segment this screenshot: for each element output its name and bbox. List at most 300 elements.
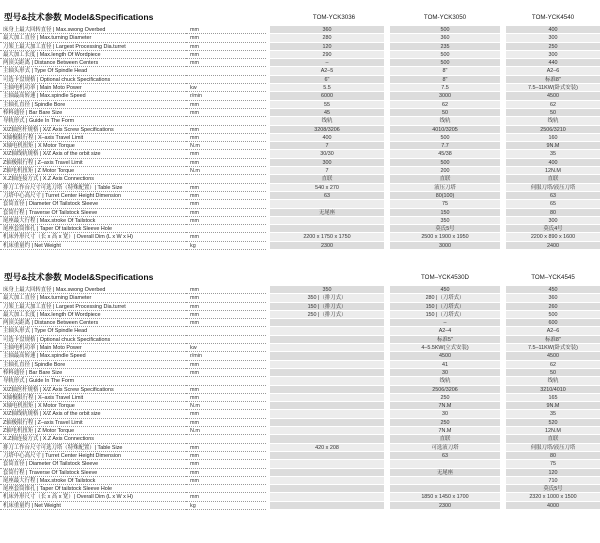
spec-unit: mm: [186, 452, 266, 460]
section-title: 型号&技术参数 Model&Specifications: [4, 272, 154, 282]
spec-row: [0, 167, 600, 175]
spec-value: [270, 485, 384, 493]
spec-unit: mm: [186, 460, 266, 468]
spec-value: 150 |（刀塔式）: [390, 303, 500, 311]
spec-value: 9N.M: [506, 142, 600, 150]
spec-unit: kg: [186, 502, 266, 510]
spec-row: [0, 159, 600, 167]
spec-value: 600: [506, 319, 600, 327]
spec-value: 莫氏5号: [506, 485, 600, 493]
spec-unit: mm: [186, 51, 266, 59]
spec-unit: mm: [186, 444, 266, 452]
spec-value: 线轨: [270, 117, 384, 125]
spec-value: 300: [506, 217, 600, 225]
spec-value: 150: [390, 209, 500, 217]
spec-unit: mm: [186, 311, 266, 319]
spec-row: [0, 192, 600, 200]
spec-value: 420 x 208: [270, 444, 384, 452]
spec-value: 260: [506, 303, 600, 311]
model-name: TOM–YCK4545: [531, 274, 575, 281]
spec-unit: mm: [186, 43, 266, 51]
spec-value: 350: [390, 217, 500, 225]
model-name: TOM-YCK3036: [312, 14, 356, 21]
spec-value: 80(100): [390, 192, 500, 200]
spec-value: 500: [390, 51, 500, 59]
spec-value: 120: [506, 469, 600, 477]
spec-row: [0, 394, 600, 402]
spec-row: [0, 327, 600, 335]
spec-value: 250 |（排刀式）: [270, 311, 384, 319]
spec-row: [0, 469, 600, 477]
spec-unit: mm: [186, 150, 266, 158]
spec-label: 刀架上最大加工直径 | Largest Processing Dia.turret: [0, 43, 186, 51]
spec-value: [270, 394, 384, 402]
spec-label: Z轴电机扭矩 | Z Motor Torque: [0, 167, 186, 175]
spec-row: [0, 150, 600, 158]
spec-unit: mm: [186, 101, 266, 109]
spec-label: 刀架上最大加工直径 | Largest Processing Dia.turret: [0, 303, 186, 311]
spec-value: [270, 377, 384, 385]
spec-unit: mm: [186, 369, 266, 377]
spec-value: 50: [390, 109, 500, 117]
spec-label: 床身上最大回转直径 | Max.swong Overbed: [0, 286, 186, 294]
spec-row: [0, 43, 600, 51]
spec-unit: mm: [186, 134, 266, 142]
spec-label: 最大加工直径 | Max.turning Diameter: [0, 294, 186, 302]
spec-unit: mm: [186, 34, 266, 42]
spec-label: 套筒直径 | Diameter Of Tailstock Sleeve: [0, 200, 186, 208]
spec-label: 主轴最高转速 | Max.spindle Speed: [0, 92, 186, 100]
spec-value: 4500: [506, 352, 600, 360]
spec-table-header: [0, 270, 600, 286]
spec-value: 7N.M: [390, 402, 500, 410]
spec-value: [270, 493, 384, 501]
spec-row: [0, 59, 600, 67]
spec-value: 50: [506, 109, 600, 117]
spec-row: [0, 319, 600, 327]
spec-value: 线轨: [390, 377, 500, 385]
spec-unit: N.m: [186, 142, 266, 150]
spec-unit: mm: [186, 469, 266, 477]
spec-label: 尾座套筒锥孔 | Taper Of tailstock Sleeve Hole: [0, 225, 186, 233]
spec-label: 主轴电机功率 | Main Moto Power: [0, 344, 186, 352]
spec-value: 300: [506, 51, 600, 59]
spec-value: 6": [270, 76, 384, 84]
spec-label: 主轴孔直径 | Spindle Bore: [0, 101, 186, 109]
spec-value: 标准5": [390, 336, 500, 344]
spec-value: 8": [390, 67, 500, 75]
spec-value: 30: [390, 369, 500, 377]
spec-row: [0, 109, 600, 117]
spec-row: [0, 242, 600, 250]
spec-value: 35: [506, 150, 600, 158]
spec-label: 主轴电机功率 | Main Moto Power: [0, 84, 186, 92]
spec-value: 62: [390, 101, 500, 109]
spec-value: 200: [390, 167, 500, 175]
spec-value: 标准8": [506, 336, 600, 344]
spec-value: 2320 x 1000 x 1500: [506, 493, 600, 501]
spec-value: 75: [390, 200, 500, 208]
spec-value: 1850 x 1450 x 1700: [390, 493, 500, 501]
spec-row: [0, 377, 600, 385]
spec-label: 套筒直径 | Diameter Of Tailstock Sleeve: [0, 460, 186, 468]
spec-value: 520: [506, 419, 600, 427]
spec-unit: [186, 76, 266, 84]
spec-value: [270, 477, 384, 485]
spec-label: X.Z轴连接方式 | X.Z Axis Connections: [0, 175, 186, 183]
spec-unit: mm: [186, 386, 266, 394]
spec-value: 直联: [506, 175, 600, 183]
spec-row: [0, 84, 600, 92]
spec-value: 3000: [390, 242, 500, 250]
spec-unit: mm: [186, 59, 266, 67]
spec-unit: mm: [186, 394, 266, 402]
spec-unit: [186, 377, 266, 385]
spec-value: [390, 485, 500, 493]
spec-value: 标准8": [506, 76, 600, 84]
spec-value: 直联: [506, 435, 600, 443]
spec-unit: [186, 175, 266, 183]
spec-label: 主轴头形式 | Type Of Spindle Head: [0, 67, 186, 75]
spec-label: 套筒行程 | Traverse Of Tailstock Sleeve: [0, 209, 186, 217]
spec-unit: mm: [186, 286, 266, 294]
spec-label: 棒料通径 | Bar Bare Size: [0, 109, 186, 117]
spec-row: [0, 427, 600, 435]
spec-value: 150 |（排刀式）: [270, 303, 384, 311]
spec-row: [0, 117, 600, 125]
spec-label: 机床外形尺寸（长 x 高 x 宽）| Overall Dim (L x W x H): [0, 493, 186, 501]
spec-row: [0, 225, 600, 233]
spec-label: 棒料通径 | Bar Bare Size: [0, 369, 186, 377]
spec-label: 主轴最高转速 | Max.spindle Speed: [0, 352, 186, 360]
spec-unit: kg: [186, 242, 266, 250]
spec-value: 80: [506, 209, 600, 217]
spec-unit: N.m: [186, 427, 266, 435]
spec-value: 4500: [390, 352, 500, 360]
spec-label: X轴极限行程 | X–axis Travel Limit: [0, 394, 186, 402]
spec-table-header: [0, 10, 600, 26]
spec-value: 8": [390, 76, 500, 84]
spec-row: [0, 184, 600, 192]
spec-unit: N.m: [186, 402, 266, 410]
spec-label: X/Z轴线轨规格 | X/Z Axis of the orbit size: [0, 410, 186, 418]
spec-value: A2–5: [270, 67, 384, 75]
spec-value: 7: [270, 167, 384, 175]
spec-value: 63: [270, 192, 384, 200]
spec-row: [0, 217, 600, 225]
spec-value: 150 |（刀塔式）: [390, 311, 500, 319]
spec-value: [270, 402, 384, 410]
spec-value: 250: [506, 43, 600, 51]
spec-label: 尾座最大行程 | Max.stroke Of Tailstock: [0, 477, 186, 485]
spec-value: 2400: [506, 242, 600, 250]
spec-row: [0, 26, 600, 34]
spec-unit: mm: [186, 200, 266, 208]
spec-label: 机床外形尺寸（长 x 高 x 宽）| Overall Dim (L x W x H): [0, 233, 186, 241]
spec-value: 莫氏4号: [506, 225, 600, 233]
spec-value: [270, 427, 384, 435]
spec-row: [0, 67, 600, 75]
spec-value: 280 |（刀塔式）: [390, 294, 500, 302]
spec-value: 7: [270, 142, 384, 150]
spec-label: X.Z轴连接方式 | X.Z Axis Connections: [0, 435, 186, 443]
spec-row: [0, 419, 600, 427]
spec-value: [270, 386, 384, 394]
spec-label: 主轴孔直径 | Spindle Bore: [0, 361, 186, 369]
spec-value: –: [270, 59, 384, 67]
spec-value: 12N.M: [506, 167, 600, 175]
spec-value: [270, 435, 384, 443]
spec-value: 500: [390, 134, 500, 142]
spec-label: 床身上最大回转直径 | Max.swong Overbed: [0, 26, 186, 34]
spec-value: 4500: [506, 92, 600, 100]
spec-label: X/Z轴丝杆规格 | X/Z Axis Screw Specifications: [0, 386, 186, 394]
spec-label: 最大加工直径 | Max.turning Diameter: [0, 34, 186, 42]
spec-row: [0, 286, 600, 294]
spec-value: [390, 460, 500, 468]
spec-row: [0, 51, 600, 59]
spec-row: [0, 369, 600, 377]
spec-label: 最大加工长度 | Max.length Of Wordpiece: [0, 51, 186, 59]
spec-value: 350 |（排刀式）: [270, 294, 384, 302]
spec-label: Z轴极限行程 | Z–axis Travel Limit: [0, 419, 186, 427]
spec-row: [0, 294, 600, 302]
spec-row: [0, 175, 600, 183]
spec-value: 2506/3206: [390, 386, 500, 394]
spec-value: 线轨: [390, 117, 500, 125]
model-name: TOM-YCK3050: [423, 14, 467, 21]
spec-row: [0, 303, 600, 311]
spec-unit: [186, 336, 266, 344]
spec-value: 7.5–11KW(卧式安装): [506, 344, 600, 352]
spec-value: 2300: [390, 502, 500, 510]
spec-row: [0, 444, 600, 452]
spec-value: 液压刀塔: [390, 184, 500, 192]
spec-row: [0, 134, 600, 142]
spec-label: X轴电机扭矩 | X Motor Torque: [0, 142, 186, 150]
spec-value: [270, 200, 384, 208]
spec-value: 500: [506, 311, 600, 319]
spec-value: 440: [506, 59, 600, 67]
spec-value: 45/38: [390, 150, 500, 158]
spec-unit: mm: [186, 294, 266, 302]
spec-value: 4–5.5KW(立式安装): [390, 344, 500, 352]
spec-label: 可选卡盘规格 | Optional chuck Specifications: [0, 76, 186, 84]
spec-value: 75: [506, 460, 600, 468]
spec-value: 55: [270, 101, 384, 109]
spec-row: [0, 361, 600, 369]
spec-value: [270, 352, 384, 360]
spec-value: 400: [506, 26, 600, 34]
spec-label: 机床重量约 | Net Weight: [0, 502, 186, 510]
spec-value: 5.5: [270, 84, 384, 92]
spec-value: 500: [390, 59, 500, 67]
spec-value: 360: [506, 294, 600, 302]
spec-unit: kw: [186, 344, 266, 352]
spec-label: 两顶尖距离 | Distance Between Centers: [0, 59, 186, 67]
spec-label: 可选卡盘规格 | Optional chuck Specifications: [0, 336, 186, 344]
spec-value: 莫氏5号: [390, 225, 500, 233]
spec-label: 排刀工作台尺寸可选刀塔（特殊配置）| Table Size: [0, 444, 186, 452]
spec-table-1: [0, 10, 600, 250]
spec-row: [0, 502, 600, 510]
spec-label: Z轴极限行程 | Z–axis Travel Limit: [0, 159, 186, 167]
spec-value: 400: [506, 159, 600, 167]
spec-unit: mm: [186, 233, 266, 241]
spec-row: [0, 435, 600, 443]
spec-value: [270, 369, 384, 377]
spec-value: 直联: [270, 175, 384, 183]
spec-value: [270, 319, 384, 327]
model-name: TOM–YCK4530D: [420, 274, 470, 281]
spec-value: 无尾座: [270, 209, 384, 217]
spec-unit: mm: [186, 126, 266, 134]
spec-label: 排刀工作台尺寸可选刀塔（特殊配置）| Table Size: [0, 184, 186, 192]
spec-value: 280: [270, 34, 384, 42]
spec-value: 6000: [270, 92, 384, 100]
spec-value: 400: [270, 134, 384, 142]
spec-value: 35: [506, 410, 600, 418]
spec-value: 710: [506, 477, 600, 485]
spec-unit: mm: [186, 192, 266, 200]
spec-value: 直联: [390, 175, 500, 183]
spec-value: 伺服刀塔/液压刀塔: [506, 184, 600, 192]
spec-value: [270, 344, 384, 352]
spec-value: 3210/4010: [506, 386, 600, 394]
spec-value: A2–6: [506, 67, 600, 75]
spec-value: 9N.M: [506, 402, 600, 410]
spec-value: 290: [270, 51, 384, 59]
spec-value: 可选液刀塔: [390, 444, 500, 452]
spec-row: [0, 386, 600, 394]
spec-value: 3000: [390, 92, 500, 100]
spec-row: [0, 452, 600, 460]
spec-label: 套筒行程 | Traverse Of Tailstock Sleeve: [0, 469, 186, 477]
spec-value: 2200 x 1750 x 1750: [270, 233, 384, 241]
spec-label: 刀塔中心高尺寸 | Turret Center Height Dimension: [0, 192, 186, 200]
spec-rows: [0, 286, 600, 510]
spec-value: 7.7: [390, 142, 500, 150]
spec-value: 45: [270, 109, 384, 117]
section-title: 型号&技术参数 Model&Specifications: [4, 12, 154, 22]
spec-value: [270, 460, 384, 468]
spec-unit: [186, 327, 266, 335]
spec-value: 2200 x 890 x 1600: [506, 233, 600, 241]
spec-value: 线轨: [506, 117, 600, 125]
spec-value: 62: [506, 361, 600, 369]
spec-unit: mm: [186, 493, 266, 501]
spec-value: 350: [270, 286, 384, 294]
spec-unit: r/min: [186, 352, 266, 360]
spec-unit: [186, 485, 266, 493]
spec-value: 300: [270, 159, 384, 167]
spec-unit: [186, 117, 266, 125]
spec-unit: N.m: [186, 167, 266, 175]
spec-value: A2–6: [506, 327, 600, 335]
spec-label: 尾座最大行程 | Max.stroke Of Tailstock: [0, 217, 186, 225]
spec-value: 450: [390, 286, 500, 294]
spec-value: 235: [390, 43, 500, 51]
spec-value: 直联: [390, 435, 500, 443]
spec-label: 主轴头形式 | Type Of Spindle Head: [0, 327, 186, 335]
spec-value: [270, 502, 384, 510]
spec-value: 360: [270, 26, 384, 34]
spec-value: 30: [390, 410, 500, 418]
spec-row: [0, 34, 600, 42]
spec-value: 300: [506, 34, 600, 42]
spec-unit: r/min: [186, 92, 266, 100]
spec-value: [270, 336, 384, 344]
spec-unit: mm: [186, 159, 266, 167]
spec-row: [0, 352, 600, 360]
spec-value: 2506/3210: [506, 126, 600, 134]
spec-row: [0, 233, 600, 241]
spec-value: A2–4: [390, 327, 500, 335]
spec-label: X/Z轴丝杆规格 | X/Z Axis Screw Specifications: [0, 126, 186, 134]
spec-value: 线轨: [506, 377, 600, 385]
spec-value: 50: [506, 369, 600, 377]
spec-unit: [186, 225, 266, 233]
spec-value: –: [390, 319, 500, 327]
spec-row: [0, 493, 600, 501]
spec-label: X轴电机扭矩 | X Motor Torque: [0, 402, 186, 410]
spec-label: X/Z轴线轨规格 | X/Z Axis of the orbit size: [0, 150, 186, 158]
spec-unit: mm: [186, 319, 266, 327]
spec-value: 250: [390, 419, 500, 427]
spec-value: [390, 477, 500, 485]
spec-value: [270, 469, 384, 477]
spec-unit: [186, 67, 266, 75]
spec-row: [0, 126, 600, 134]
model-name: TOM-YCK4540: [531, 14, 575, 21]
spec-value: [270, 225, 384, 233]
spec-row: [0, 344, 600, 352]
spec-unit: mm: [186, 109, 266, 117]
spec-row: [0, 76, 600, 84]
spec-row: [0, 200, 600, 208]
spec-value: [270, 361, 384, 369]
spec-row: [0, 410, 600, 418]
spec-row: [0, 92, 600, 100]
spec-value: 165: [506, 394, 600, 402]
spec-value: [270, 419, 384, 427]
spec-value: 7.5–11KW(卧式安装): [506, 84, 600, 92]
spec-unit: mm: [186, 419, 266, 427]
spec-label: 导轨形式 | Guide In The Form: [0, 377, 186, 385]
spec-value: 540 x 270: [270, 184, 384, 192]
spec-label: 最大加工长度 | Max.length Of Wordpiece: [0, 311, 186, 319]
spec-value: 62: [506, 101, 600, 109]
spec-label: 尾座套筒锥孔 | Taper Of tailstock Sleeve Hole: [0, 485, 186, 493]
spec-value: 160: [506, 134, 600, 142]
spec-value: 4010/3205: [390, 126, 500, 134]
spec-value: 3208/3206: [270, 126, 384, 134]
spec-value: [270, 452, 384, 460]
spec-value: 41: [390, 361, 500, 369]
spec-value: 30/30: [270, 150, 384, 158]
spec-value: 2500 x 1900 x 1950: [390, 233, 500, 241]
spec-value: [270, 327, 384, 335]
spec-unit: kw: [186, 84, 266, 92]
spec-label: X轴极限行程 | X–axis Travel Limit: [0, 134, 186, 142]
spec-unit: mm: [186, 477, 266, 485]
spec-unit: mm: [186, 361, 266, 369]
spec-row: [0, 402, 600, 410]
spec-row: [0, 311, 600, 319]
spec-label: Z轴电机扭矩 | Z Motor Torque: [0, 427, 186, 435]
spec-row: [0, 477, 600, 485]
spec-value: 250: [390, 394, 500, 402]
